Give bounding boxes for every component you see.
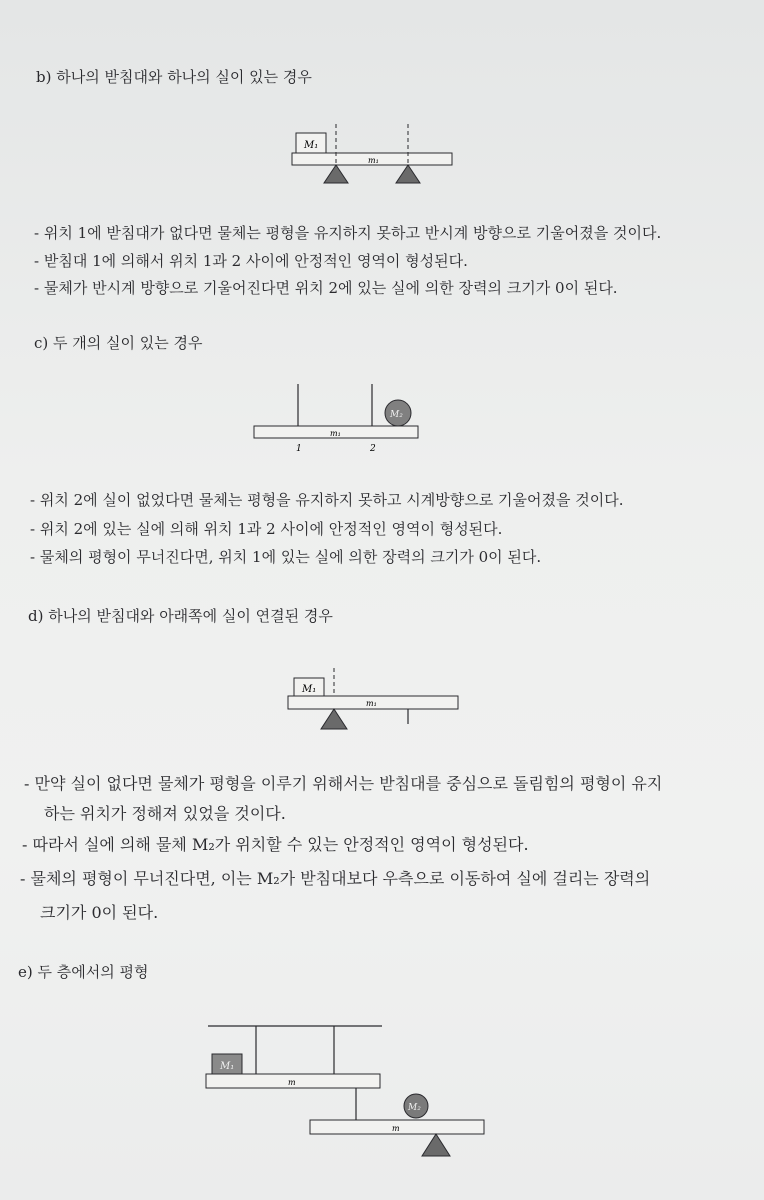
section-d-bullet-1-cont: 하는 위치가 정해져 있었을 것이다. (44, 804, 286, 823)
section-d-bullet-1: - 만약 실이 없다면 물체가 평형을 이루기 위해서는 받침대를 중심으로 돌림힘의 평형이 유지 (24, 774, 663, 793)
support-d (321, 709, 347, 729)
figure-c (250, 380, 422, 458)
upper-beam-label: m (288, 1078, 296, 1087)
section-b-bullet-1: - 위치 1에 받침대가 없다면 물체는 평형을 유지하지 못하고 반시계 방향으로 기울어졌을 것이다. (34, 224, 662, 242)
ball-label-c: M₂ (390, 410, 403, 420)
figure-e (200, 1018, 496, 1164)
position-2-label: 2 (370, 444, 376, 454)
section-c-bullet-1: - 위치 2에 실이 없었다면 물체는 평형을 유지하지 못하고 시계방향으로 기울어졌을 것이다. (30, 491, 624, 509)
section-d-bullet-2: - 따라서 실에 의해 물체 M₂가 위치할 수 있는 안정적인 영역이 형성된다. (22, 835, 529, 854)
section-d-heading: d) 하나의 받침대와 아래쪽에 실이 연결된 경우 (28, 607, 333, 625)
section-b-bullet-2: - 받침대 1에 의해서 위치 1과 2 사이에 안정적인 영역이 형성된다. (34, 252, 468, 270)
section-c-bullet-3: - 물체의 평형이 무너진다면, 위치 1에 있는 실에 의한 장력의 크기가 0이 된다. (30, 548, 542, 566)
lower-beam-label: m (392, 1124, 400, 1133)
beam-label-d: m₁ (366, 699, 377, 708)
section-d-bullet-3: - 물체의 평형이 무너진다면, 이는 M₂가 받침대보다 우측으로 이동하여 실에 걸리는 장력의 (20, 869, 651, 888)
figure-d (284, 664, 462, 734)
section-c-bullet-2: - 위치 2에 있는 실에 의해 위치 1과 2 사이에 안정적인 영역이 형성된다. (30, 520, 503, 538)
section-e-heading: e) 두 층에서의 평형 (18, 963, 149, 981)
section-b-heading: b) 하나의 받침대와 하나의 실이 있는 경우 (36, 68, 312, 86)
position-1-label: 1 (296, 444, 302, 454)
ball-label-e: M₂ (408, 1103, 421, 1113)
block-label-d: M₁ (302, 684, 317, 695)
block-label-b: M₁ (304, 140, 319, 151)
support-2 (396, 165, 420, 183)
figure-b (288, 122, 458, 188)
block-label-e: M₁ (220, 1061, 235, 1072)
section-c-heading: c) 두 개의 실이 있는 경우 (34, 334, 203, 352)
section-b-bullet-3: - 물체가 반시계 방향으로 기울어진다면 위치 2에 있는 실에 의한 장력의 크기가 0이 된다. (34, 279, 618, 297)
beam-label-c: m₁ (330, 429, 341, 438)
support-e (422, 1134, 450, 1156)
beam-label-b: m₁ (368, 156, 379, 165)
section-d-bullet-3-cont: 크기가 0이 된다. (40, 903, 159, 922)
support-1 (324, 165, 348, 183)
